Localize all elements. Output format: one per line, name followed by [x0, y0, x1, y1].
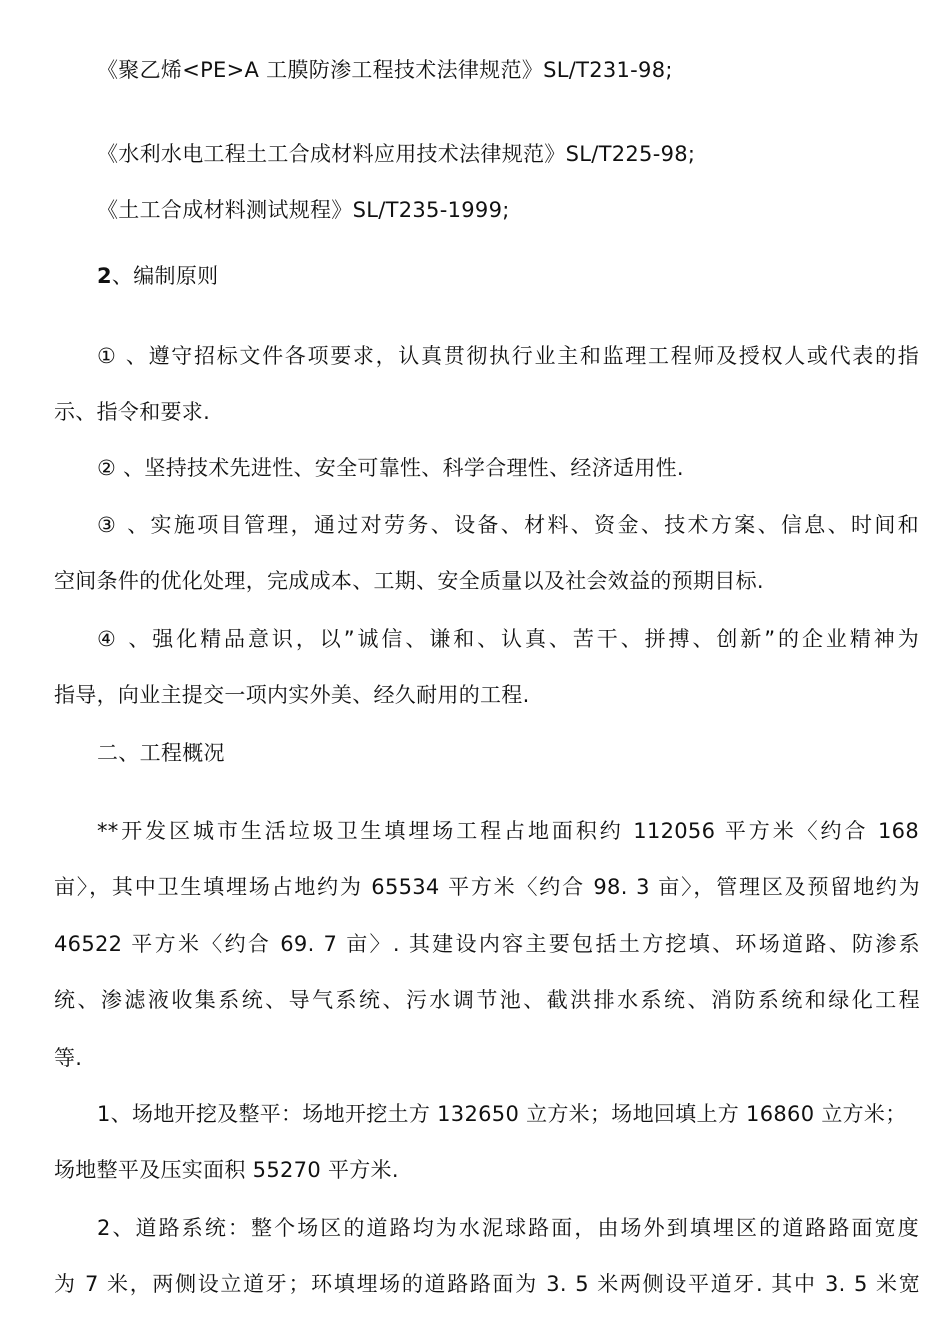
section-number: 2 [97, 264, 112, 288]
item-2-line-1: 2、道路系统：整个场区的道路均为水泥球路面，由场外到填埋区的道路路面宽度 [97, 1216, 919, 1240]
reference-geosynthetics-testing: 《土工合成材料测试规程》SL/T235-1999; [97, 198, 510, 222]
section-title: 、编制原则 [111, 264, 219, 288]
principle-2-line-1: ② 、坚持技术先进性、安全可靠性、科学合理性、经济适用性. [97, 456, 684, 480]
item-1-line-1: 1、场地开挖及整平：场地开挖土方 132650 立方米；场地回填上方 16860 立方米； [97, 1102, 907, 1126]
item-1-line-2: 场地整平及压实面积 55270 平方米. [54, 1158, 399, 1182]
overview-line-4: 统、渗滤液收集系统、导气系统、污水调节池、截洪排水系统、消防系统和绿化工程 [54, 988, 920, 1012]
principle-1-line-2: 示、指令和要求. [54, 400, 211, 424]
overview-line-1: **开发区城市生活垃圾卫生填埋场工程占地面积约 112056 平方米〈约合 168 [97, 819, 919, 843]
overview-line-3: 46522 平方米〈约合 69. 7 亩〉. 其建设内容主要包括土方挖填、环场道路、防渗系 [54, 932, 920, 956]
reference-geosynthetics-application: 《水利水电工程土工合成材料应用技术法律规范》SL/T225-98; [97, 142, 696, 166]
principle-1-line-1: ① 、遵守招标文件各项要求，认真贯彻执行业主和监理工程师及授权人或代表的指 [97, 344, 919, 368]
reference-pe-membrane: 《聚乙烯<PE>A 工膜防渗工程技术法律规范》SL/T231-98; [97, 58, 673, 82]
section-heading-principles [97, 262, 218, 290]
principle-3-line-1: ③ 、实施项目管理，通过对劳务、设备、材料、资金、技术方案、信息、时间和 [97, 513, 919, 537]
principle-3-line-2: 空间条件的优化处理，完成成本、工期、安全质量以及社会效益的预期目标. [54, 569, 764, 593]
principle-4-line-2: 指导，向业主提交一项内实外美、经久耐用的工程. [54, 683, 530, 707]
overview-line-2: 亩〉，其中卫生填埋场占地约为 65534 平方米〈约合 98. 3 亩〉，管理区及预留地约为 [54, 875, 920, 899]
principle-4-line-1: ④ 、强化精品意识，以”诚信、谦和、认真、苦干、拼搏、创新”的企业精神为 [97, 627, 919, 651]
chapter-heading-project-overview: 二、工程概况 [97, 741, 225, 765]
item-2-line-2: 为 7 米，两侧设立道牙；环填埋场的道路路面为 3. 5 米两侧设平道牙. 其中 3. 5 米宽 [54, 1272, 920, 1296]
overview-line-5: 等. [54, 1046, 83, 1070]
